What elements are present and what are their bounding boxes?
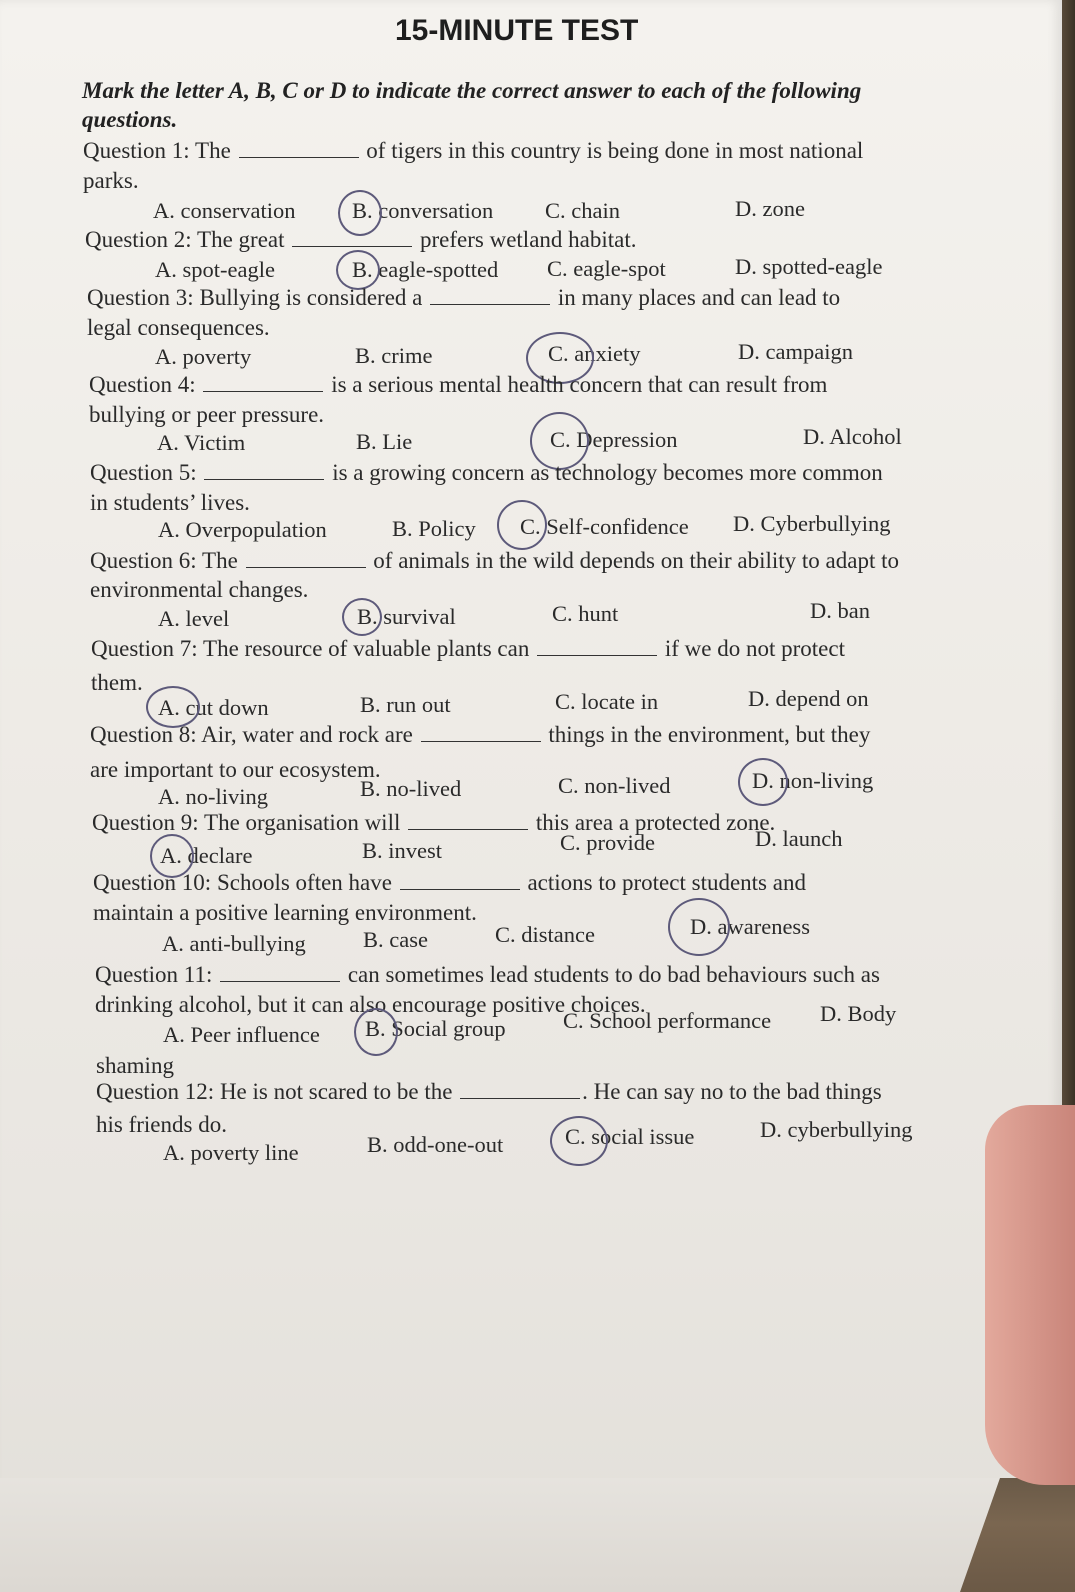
- answer-circle-mark: [497, 500, 547, 550]
- q6-option-b: B. survival: [357, 604, 456, 629]
- q12-option-b: B. odd-one-out: [367, 1132, 504, 1157]
- answer-blank: [421, 727, 541, 742]
- answer-circle-mark: [342, 598, 382, 636]
- instruction-line-1: Mark the letter A, B, C or D to indicate the correct answer to each of the following: [82, 78, 862, 103]
- q10-option-c: C. distance: [495, 922, 595, 947]
- q12-option-d: D. cyberbullying: [760, 1117, 913, 1142]
- question-1-line-1: Question 1: The of tigers in this country is being done in most national: [83, 138, 864, 163]
- question-5-line-2: in students’ lives.: [90, 490, 250, 515]
- q10-option-b: B. case: [363, 927, 428, 952]
- q4-option-d: D. Alcohol: [803, 424, 902, 449]
- answer-blank: [204, 465, 324, 480]
- q9-option-b: B. invest: [362, 838, 443, 863]
- instruction-line-2: questions.: [82, 107, 178, 132]
- q5-option-d: D. Cyberbullying: [733, 511, 891, 536]
- q8-option-b: B. no-lived: [360, 776, 462, 801]
- answer-blank: [203, 377, 323, 392]
- answer-blank: [430, 290, 550, 305]
- question-2-line-1: Question 2: The great prefers wetland habitat.: [85, 227, 637, 252]
- q8-option-d: D. non-living: [752, 768, 874, 793]
- question-8-line-2: are important to our ecosystem.: [90, 757, 381, 782]
- question-12-line-2: his friends do.: [96, 1112, 227, 1137]
- q6-option-c: C. hunt: [552, 601, 619, 626]
- q9-option-c: C. provide: [560, 830, 655, 855]
- q4-option-a: A. Victim: [157, 430, 246, 455]
- answer-blank: [246, 553, 366, 568]
- q3-option-c: C. anxiety: [548, 341, 641, 366]
- q6-option-a: A. level: [158, 606, 230, 631]
- question-11-line-1: Question 11: can sometimes lead students to do bad behaviours such as: [95, 962, 880, 987]
- answer-circle-mark: [738, 758, 788, 806]
- answer-blank: [400, 875, 520, 890]
- q10-option-d: D. awareness: [690, 914, 810, 939]
- q5-option-a: A. Overpopulation: [158, 517, 327, 542]
- answer-circle-mark: [550, 1116, 608, 1166]
- q9-option-d: D. launch: [755, 826, 843, 851]
- answer-blank: [460, 1084, 580, 1099]
- question-7-line-2: them.: [91, 670, 143, 695]
- answer-blank: [220, 967, 340, 982]
- q2-option-b: B. eagle-spotted: [352, 257, 499, 282]
- question-11-line-3: shaming: [96, 1053, 174, 1078]
- question-9-line-1: Question 9: The organisation will this area a protected zone.: [92, 810, 776, 835]
- question-11-line-2: drinking alcohol, but it can also encourage positive choices.: [95, 992, 646, 1017]
- q1-option-d: D. zone: [735, 196, 805, 221]
- q4-option-b: B. Lie: [356, 429, 413, 454]
- q7-option-d: D. depend on: [748, 686, 869, 711]
- paper-bottom-edge: [0, 1478, 1000, 1592]
- q3-option-a: A. poverty: [155, 344, 252, 369]
- question-12-line-1: Question 12: He is not scared to be the . He can say no to the bad things: [96, 1079, 882, 1104]
- q8-option-a: A. no-living: [158, 784, 268, 809]
- q5-option-c: C. Self-confidence: [520, 514, 689, 539]
- answer-circle-mark: [336, 250, 380, 290]
- answer-blank: [537, 641, 657, 656]
- q9-option-a: A. declare: [160, 843, 253, 868]
- test-title: 15-MINUTE TEST: [395, 14, 639, 47]
- question-10-line-2: maintain a positive learning environment.: [93, 900, 477, 925]
- q11-option-c: C. School performance: [563, 1008, 772, 1033]
- question-6-line-1: Question 6: The of animals in the wild depends on their ability to adapt to: [90, 548, 899, 573]
- answer-blank: [292, 232, 412, 247]
- question-4-line-2: bullying or peer pressure.: [89, 402, 325, 427]
- q12-option-c: C. social issue: [565, 1124, 695, 1149]
- q1-option-a: A. conservation: [153, 198, 296, 223]
- q11-option-a: A. Peer influence: [163, 1022, 320, 1047]
- answer-circle-mark: [668, 898, 730, 956]
- question-10-line-1: Question 10: Schools often have actions to protect students and: [93, 870, 806, 895]
- q7-option-a: A. cut down: [158, 695, 269, 720]
- answer-blank: [239, 143, 359, 158]
- question-5-line-1: Question 5: is a growing concern as technology becomes more common: [90, 460, 883, 485]
- q2-option-c: C. eagle-spot: [547, 256, 666, 281]
- q1-option-c: C. chain: [545, 198, 620, 223]
- q5-option-b: B. Policy: [392, 516, 476, 541]
- q6-option-d: D. ban: [810, 598, 870, 623]
- hand-thumb: [985, 1105, 1075, 1485]
- q4-option-c: C. Depression: [550, 427, 678, 452]
- q7-option-c: C. locate in: [555, 689, 659, 714]
- q2-option-a: A. spot-eagle: [155, 257, 275, 282]
- question-4-line-1: Question 4: is a serious mental health concern that can result from: [89, 372, 828, 397]
- q11-option-b: B. Social group: [365, 1016, 506, 1041]
- answer-circle-mark: [354, 1008, 398, 1056]
- q2-option-d: D. spotted-eagle: [735, 254, 883, 279]
- q12-option-a: A. poverty line: [163, 1140, 299, 1165]
- question-3-line-1: Question 3: Bullying is considered a in many places and can lead to: [87, 285, 841, 310]
- question-1-line-2: parks.: [83, 168, 139, 193]
- q11-option-d: D. Body: [820, 1001, 897, 1026]
- question-3-line-2: legal consequences.: [87, 315, 270, 340]
- question-6-line-2: environmental changes.: [90, 577, 309, 602]
- q3-option-b: B. crime: [355, 343, 433, 368]
- q3-option-d: D. campaign: [738, 339, 853, 364]
- q10-option-a: A. anti-bullying: [162, 931, 306, 956]
- q1-option-b: B. conversation: [352, 198, 494, 223]
- question-8-line-1: Question 8: Air, water and rock are things in the environment, but they: [90, 722, 871, 747]
- answer-blank: [408, 815, 528, 830]
- q8-option-c: C. non-lived: [558, 773, 671, 798]
- q7-option-b: B. run out: [360, 692, 451, 717]
- question-7-line-1: Question 7: The resource of valuable plants can if we do not protect: [91, 636, 845, 661]
